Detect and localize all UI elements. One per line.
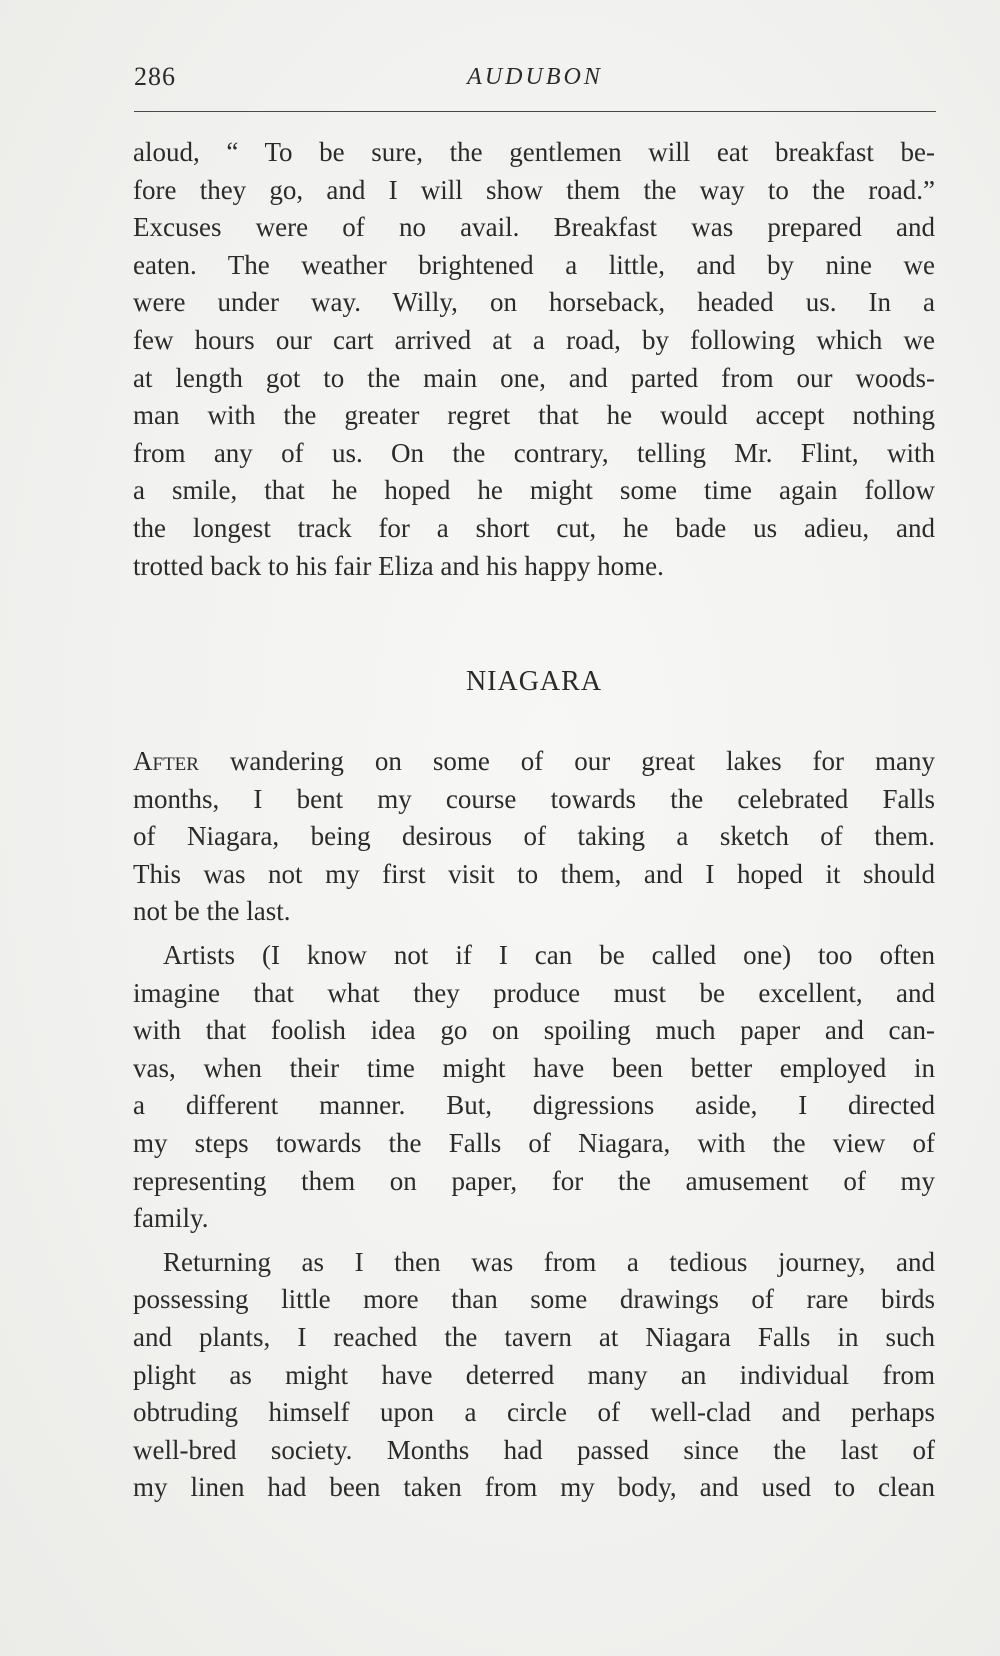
text-line: aloud, “ To be sure, the gentlemen will eat breakfast be- — [133, 137, 935, 167]
text-line: Excuses were of no avail. Breakfast was prepared and — [133, 212, 935, 243]
paragraph-1 — [133, 743, 935, 931]
text-line: at length got to the main one, and parted from our woods- — [133, 362, 935, 393]
text-line: possessing little more than some drawings of rare birds — [133, 1284, 935, 1315]
page-number: 286 — [134, 62, 176, 91]
running-head — [134, 58, 936, 98]
text-line: my linen had been taken from my body, and used to clean — [133, 1472, 935, 1503]
text-line: This was not my first visit to them, and I hoped it should — [133, 858, 935, 889]
text-line — [133, 743, 935, 781]
text-line: imagine that what they produce must be excellent, and — [133, 977, 935, 1008]
text-line: a smile, that he hoped he might some time again follow — [133, 475, 935, 506]
text-line: family. — [133, 1203, 209, 1234]
text-line: with that foolish idea go on spoiling much paper and can- — [133, 1015, 935, 1046]
text-line: months, I bent my course towards the celebrated Falls — [133, 783, 935, 814]
text-line: obtruding himself upon a circle of well-clad and perhaps — [133, 1397, 935, 1428]
text-line-rest: wandering on some of our great lakes for many — [198, 746, 935, 776]
text-line: my steps towards the Falls of Niagara, with the view of — [133, 1127, 935, 1158]
paragraph-2 — [133, 937, 935, 1238]
text-line: few hours our cart arrived at a road, by following which we — [133, 324, 935, 355]
text-line: a different manner. But, digressions aside, I directed — [133, 1090, 935, 1121]
text-line: from any of us. On the contrary, telling Mr. Flint, with — [133, 437, 935, 468]
text-line: plight as might have deterred many an individual from — [133, 1359, 935, 1390]
paragraph-3 — [133, 1244, 935, 1507]
text-line: vas, when their time might have been better employed in — [133, 1052, 935, 1083]
section-body — [133, 743, 935, 1507]
text-line: fore they go, and I will show them the way to the road.” — [133, 174, 935, 205]
text-line: Returning as I then was from a tedious journey, and — [163, 1246, 935, 1277]
text-line: eaten. The weather brightened a little, and by nine we — [133, 249, 935, 280]
text-line: Artists (I know not if I can be called one) too often — [163, 939, 935, 970]
text-line: and plants, I reached the tavern at Niagara Falls in such — [133, 1321, 935, 1352]
text-line: trotted back to his fair Eliza and his happy home. — [133, 550, 664, 581]
header-rule — [134, 111, 936, 112]
text-line: well-bred society. Months had passed since the last of — [133, 1434, 935, 1465]
text-line: of Niagara, being desirous of taking a sketch of them. — [133, 821, 935, 852]
text-line: representing them on paper, for the amusement of my — [133, 1165, 935, 1196]
continued-paragraph — [133, 134, 935, 585]
book-title: AUDUBON — [467, 64, 603, 90]
text-line: the longest track for a short cut, he bade us adieu, and — [133, 512, 935, 543]
text-line: not be the last. — [133, 896, 291, 927]
opening-word: After — [133, 746, 199, 776]
text-line: man with the greater regret that he would accept nothing — [133, 400, 935, 431]
text-line: were under way. Willy, on horseback, headed us. In a — [133, 287, 935, 318]
section-heading: NIAGARA — [465, 666, 603, 697]
